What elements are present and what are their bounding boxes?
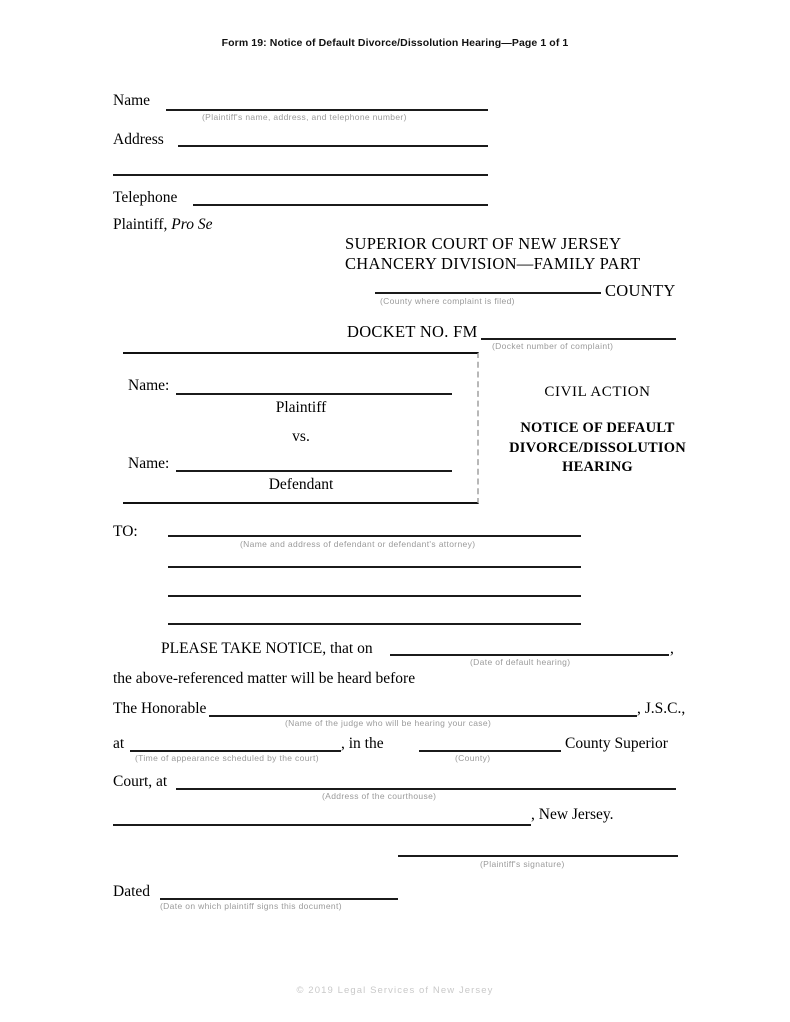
plaintiff-role: Plaintiff — [275, 399, 327, 416]
dated-input-line[interactable] — [160, 898, 398, 900]
judge-name-hint: (Name of the judge who will be hearing your case) — [285, 718, 492, 728]
civil-action-label: CIVIL ACTION — [544, 384, 651, 400]
to-input-line-1[interactable] — [168, 535, 581, 537]
county-word: COUNTY — [605, 281, 676, 300]
docket-hint: (Docket number of complaint) — [492, 341, 614, 351]
county-hint: (County where complaint is filed) — [380, 296, 515, 306]
plaintiff-name-input-line[interactable] — [176, 393, 452, 395]
body-county-hint: (County) — [455, 753, 491, 763]
docket-label: DOCKET NO. FM — [347, 322, 478, 341]
judge-name-input-line[interactable] — [209, 715, 637, 717]
to-input-line-3[interactable] — [168, 595, 581, 597]
pro-se-prefix: Plaintiff, — [113, 216, 172, 233]
name-input-line[interactable] — [166, 109, 488, 111]
court-at-label: Court, at — [113, 773, 168, 790]
form-header: Form 19: Notice of Default Divorce/Dissolution Hearing—Page 1 of 1 — [221, 37, 569, 49]
notice-title-line-3: HEARING — [562, 459, 633, 476]
pro-se-italic: Pro Se — [171, 216, 213, 233]
county-input-line[interactable] — [375, 292, 601, 294]
address-input-line-2[interactable] — [113, 174, 488, 176]
county-superior-label: County Superior — [565, 735, 668, 752]
defendant-name-input-line[interactable] — [176, 470, 452, 472]
pro-se-line — [113, 217, 212, 233]
courthouse-address-input-line[interactable] — [176, 788, 676, 790]
name-hint: (Plaintiff's name, address, and telephone number) — [202, 112, 407, 122]
heard-before-text: the above-referenced matter will be heard before — [113, 670, 416, 687]
dated-label: Dated — [113, 883, 151, 900]
docket-input-line[interactable] — [481, 338, 676, 340]
telephone-input-line[interactable] — [193, 204, 488, 206]
courthouse-address-input-line-2[interactable] — [113, 824, 531, 826]
please-take-notice-text: PLEASE TAKE NOTICE, that on — [161, 640, 373, 657]
name-label: Name — [113, 92, 151, 109]
address-input-line[interactable] — [178, 145, 488, 147]
at-label: at — [113, 735, 125, 752]
versus-label: vs. — [292, 428, 310, 445]
to-input-line-4[interactable] — [168, 623, 581, 625]
telephone-label: Telephone — [113, 189, 178, 206]
to-label: TO: — [113, 523, 138, 540]
honorable-label: The Honorable — [113, 700, 207, 717]
to-hint: (Name and address of defendant or defendant's attorney) — [240, 539, 476, 549]
time-input-line[interactable] — [130, 750, 341, 752]
notice-title-line-2: DIVORCE/DISSOLUTION — [509, 439, 686, 456]
court-line-1: SUPERIOR COURT OF NEW JERSEY — [345, 234, 622, 253]
defendant-role: Defendant — [268, 476, 334, 493]
hearing-date-comma: , — [670, 640, 674, 657]
notice-title — [490, 419, 705, 478]
notice-title-line-1: NOTICE OF DEFAULT — [520, 420, 675, 436]
court-line-2: CHANCERY DIVISION—FAMILY PART — [345, 254, 641, 273]
defendant-name-label: Name: — [128, 455, 170, 472]
signature-input-line[interactable] — [398, 855, 678, 857]
courthouse-address-hint: (Address of the courthouse) — [322, 791, 437, 801]
address-label: Address — [113, 131, 164, 148]
plaintiff-name-label: Name: — [128, 377, 170, 394]
hearing-date-hint: (Date of default hearing) — [470, 657, 571, 667]
body-county-input-line[interactable] — [419, 750, 561, 752]
hearing-date-input-line[interactable] — [390, 654, 669, 656]
dated-hint: (Date on which plaintiff signs this document) — [160, 901, 342, 911]
footer-copyright: © 2019 Legal Services of New Jersey — [296, 985, 494, 996]
jsc-suffix: , J.S.C., — [637, 700, 686, 717]
new-jersey-suffix: , New Jersey. — [531, 806, 614, 823]
signature-hint: (Plaintiff's signature) — [480, 859, 565, 869]
time-hint: (Time of appearance scheduled by the court) — [135, 753, 319, 763]
in-the-label: , in the — [341, 735, 384, 752]
to-input-line-2[interactable] — [168, 566, 581, 568]
